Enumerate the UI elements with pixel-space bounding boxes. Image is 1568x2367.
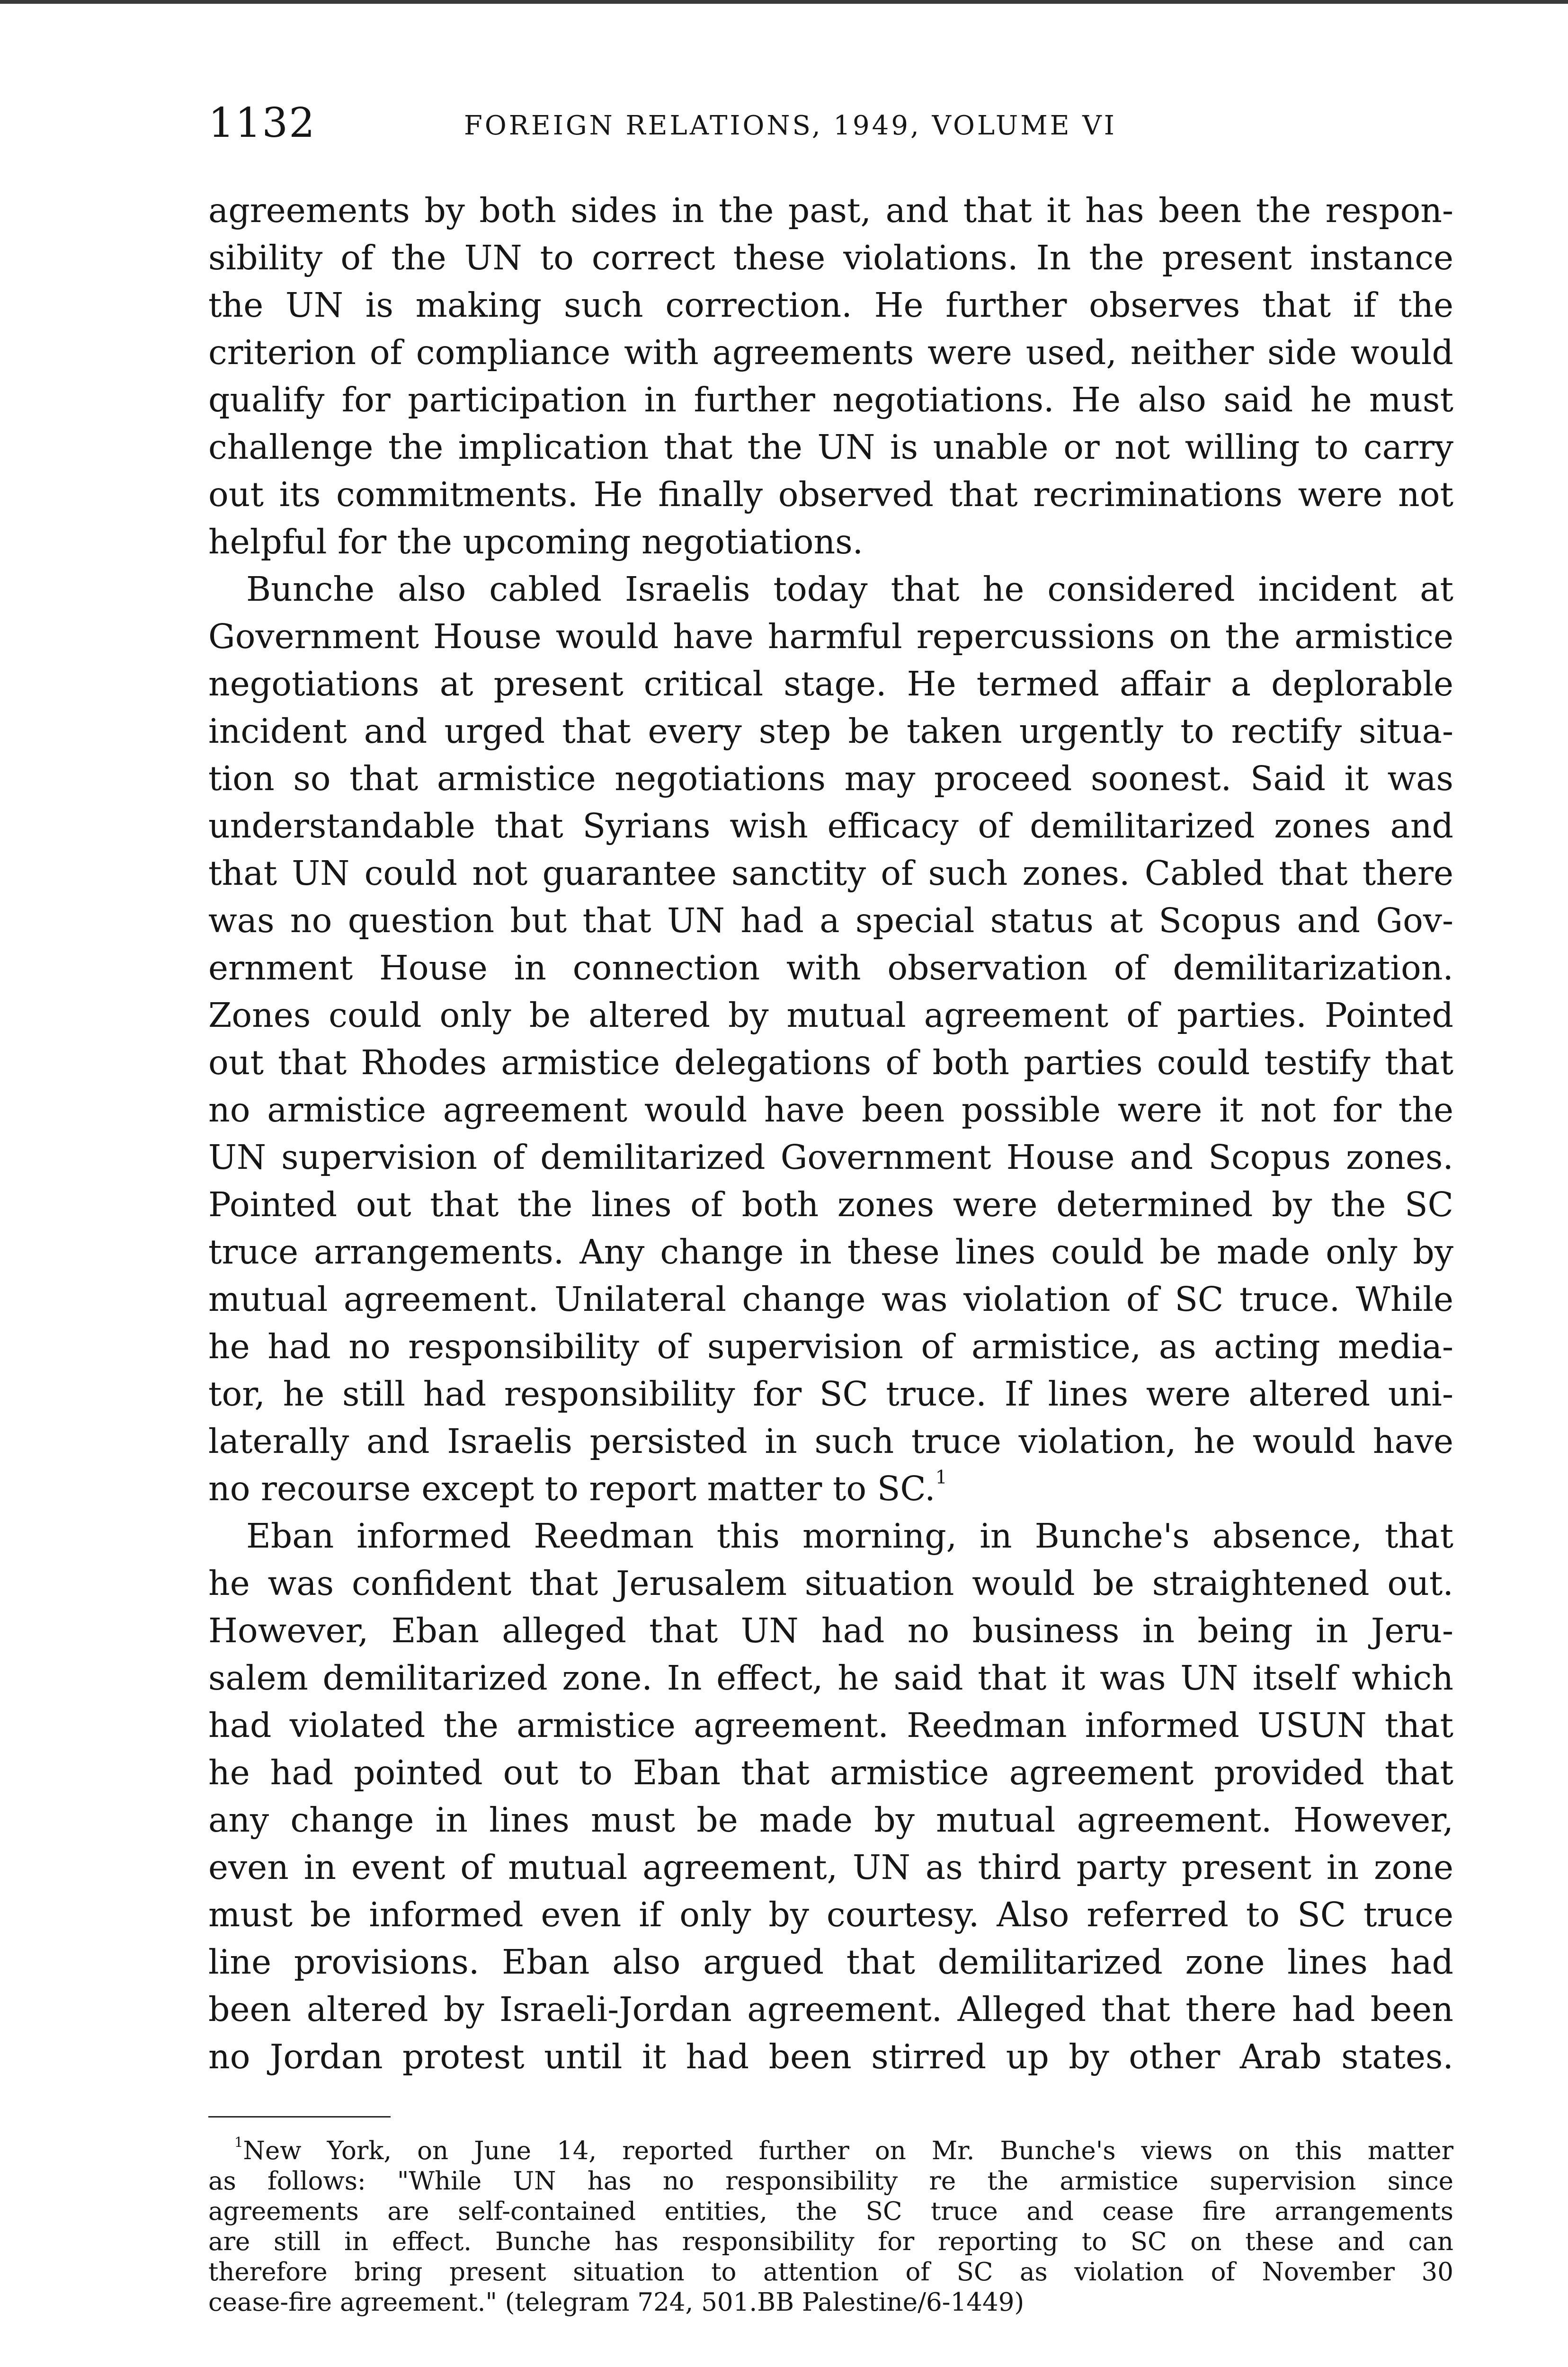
- body-line: Zones could only be altered by mutual agreement of parties. Pointed: [208, 996, 1453, 1035]
- body-line: UN supervision of demilitarized Government House and Scopus zones.: [208, 1138, 1453, 1177]
- body-line: Government House would have harmful repercussions on the armistice: [208, 617, 1453, 656]
- body-line: However, Eban alleged that UN had no business in being in Jeru-: [208, 1611, 1453, 1650]
- body-line: Pointed out that the lines of both zones were determined by the SC: [208, 1185, 1453, 1224]
- footnote-line: are still in effect. Bunche has responsibility for reporting to SC on these and can: [208, 2227, 1453, 2256]
- body-line: line provisions. Eban also argued that demilitarized zone lines had: [208, 1942, 1453, 1982]
- body-line: he had no responsibility of supervision of armistice, as acting media-: [208, 1327, 1453, 1366]
- body-text: [208, 187, 1453, 2081]
- body-line: negotiations at present critical stage. He termed affair a deplorable: [208, 664, 1453, 703]
- body-line: he had pointed out to Eban that armistice agreement provided that: [208, 1753, 1453, 1792]
- body-line: incident and urged that every step be taken urgently to rectify situa-: [208, 712, 1453, 751]
- body-line: tor, he still had responsibility for SC truce. If lines were altered uni-: [208, 1374, 1453, 1414]
- body-line: criterion of compliance with agreements were used, neither side would: [208, 333, 1453, 372]
- body-line-with-footnote-ref: [208, 1465, 1453, 1513]
- body-line: any change in lines must be made by mutual agreement. However,: [208, 1800, 1453, 1840]
- body-line: understandable that Syrians wish efficacy of demilitarized zones and: [208, 806, 1453, 845]
- footnote-divider: [208, 2116, 391, 2118]
- body-line: laterally and Israelis persisted in such truce violation, he would have: [208, 1422, 1453, 1461]
- body-line: tion so that armistice negotiations may proceed soonest. Said it was: [208, 759, 1453, 798]
- body-line: helpful for the upcoming negotiations.: [208, 522, 864, 561]
- running-head: [208, 99, 1212, 151]
- footnote-line: therefore bring present situation to attention of SC as violation of November 30: [208, 2258, 1453, 2287]
- top-edge-rule: [0, 0, 1568, 4]
- footnote-reference[interactable]: 1: [935, 1467, 947, 1488]
- body-line: out that Rhodes armistice delegations of both parties could testify that: [208, 1043, 1453, 1082]
- body-line: even in event of mutual agreement, UN as third party present in zone: [208, 1848, 1453, 1887]
- body-line: the UN is making such correction. He further observes that if the: [208, 285, 1453, 325]
- body-line: he was confident that Jerusalem situation would be straightened out.: [208, 1564, 1453, 1603]
- body-line: must be informed even if only by courtesy. Also referred to SC truce: [208, 1895, 1453, 1934]
- body-line: ernment House in connection with observation of demilitarization.: [208, 948, 1453, 988]
- body-line: Bunche also cabled Israelis today that he considered incident at: [246, 570, 1453, 609]
- body-line: qualify for participation in further negotiations. He also said he must: [208, 380, 1453, 419]
- body-line: agreements by both sides in the past, and that it has been the respon-: [208, 191, 1453, 230]
- body-line: been altered by Israeli-Jordan agreement. Alleged that there had been: [208, 1990, 1453, 2029]
- footnote-line: as follows: "While UN has no responsibility re the armistice supervision since: [208, 2167, 1453, 2196]
- body-line: sibility of the UN to correct these violations. In the present instance: [208, 238, 1453, 277]
- body-line: had violated the armistice agreement. Reedman informed USUN that: [208, 1706, 1453, 1745]
- body-line: mutual agreement. Unilateral change was violation of SC truce. While: [208, 1280, 1453, 1319]
- footnote-line: cease-fire agreement." (telegram 724, 501.BB Palestine/6-1449): [208, 2288, 1025, 2317]
- body-line: that UN could not guarantee sanctity of such zones. Cabled that there: [208, 854, 1453, 893]
- body-line-text: no recourse except to report matter to SC.: [208, 1469, 935, 1508]
- footnote-line: [208, 2136, 1453, 2166]
- body-line: Eban informed Reedman this morning, in Bunche's absence, that: [246, 1516, 1453, 1556]
- body-line: salem demilitarized zone. In effect, he said that it was UN itself which: [208, 1658, 1453, 1698]
- body-line: truce arrangements. Any change in these lines could be made only by: [208, 1232, 1453, 1272]
- footnote-line: agreements are self-contained entities, the SC truce and cease fire arrangements: [208, 2197, 1453, 2226]
- body-line: was no question but that UN had a special status at Scopus and Gov-: [208, 901, 1453, 940]
- footnote-line-text: New York, on June 14, reported further on Mr. Bunche's views on this matter: [243, 2136, 1453, 2165]
- body-line: challenge the implication that the UN is unable or not willing to carry: [208, 427, 1453, 467]
- body-line: no Jordan protest until it had been stirred up by other Arab states.: [208, 2037, 1453, 2076]
- body-line: no armistice agreement would have been possible were it not for the: [208, 1090, 1453, 1130]
- body-line: out its commitments. He finally observed that recriminations were not: [208, 475, 1453, 514]
- page-number: 1132: [208, 99, 316, 147]
- footnote-marker: 1: [234, 2136, 243, 2150]
- running-title: FOREIGN RELATIONS, 1949, VOLUME VI: [464, 110, 1117, 141]
- footnote: [208, 2136, 1453, 2318]
